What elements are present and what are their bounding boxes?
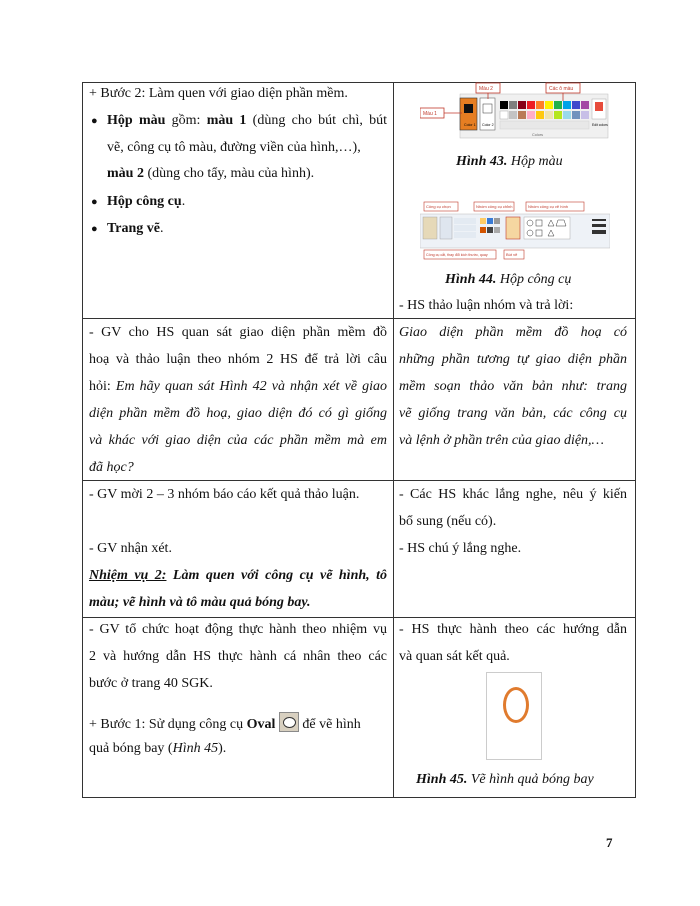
svg-text:Màu 1: Màu 1	[423, 111, 437, 117]
row-divider	[83, 617, 635, 618]
hs-listen-add-line1: - Các HS khác lắng nghe, nêu ý kiến	[399, 487, 627, 502]
row-divider	[83, 480, 635, 481]
figure-45-caption: Hình 45. Vẽ hình quả bóng bay	[416, 772, 594, 787]
canvas-item: Trang vẽ.	[107, 221, 164, 236]
answer-line2: những phần tương tự giao diện phần	[399, 352, 627, 367]
answer-line5: và lệnh ở phần trên của giao diện,…	[399, 433, 604, 448]
step1-line2: quả bóng bay (Hình 45).	[89, 741, 227, 756]
color-box-line1: Hộp màu gồm: màu 1 (dùng cho bút chì, bút	[107, 113, 388, 128]
toolbox-item: Hộp công cụ.	[107, 194, 186, 209]
svg-text:Công cụ chọn: Công cụ chọn	[426, 204, 451, 209]
gv-observe-line1: - GV cho HS quan sát giao diện phần mềm đồ	[89, 325, 387, 340]
figure-43-caption: Hình 43. Hộp màu	[456, 154, 563, 169]
bullet-dot: ●	[91, 223, 98, 235]
page-number: 7	[606, 835, 613, 850]
bullet-dot: ●	[91, 115, 98, 127]
task2-line2: màu; vẽ hình và tô màu quả bóng bay.	[89, 595, 311, 610]
hs-practice-line1: - HS thực hành theo các hướng dẫn	[399, 622, 627, 637]
color-box-line2: vẽ, công cụ tô màu, đường viền của hình,…),	[107, 140, 361, 155]
balloon-oval	[503, 687, 529, 723]
svg-text:Edit colors: Edit colors	[592, 123, 608, 127]
step1-line1: + Bước 1: Sử dụng công cụ Oval để vẽ hình	[89, 712, 361, 735]
gv-observe-line5: và khác với giao diện của các phần mềm mà em	[89, 433, 387, 448]
task2-line1: Nhiệm vụ 2: Làm quen với công cụ vẽ hình, tô	[89, 568, 387, 583]
gv-comment: - GV nhận xét.	[89, 541, 172, 556]
gv-observe-line3: hỏi: Em hãy quan sát Hình 42 và nhận xét về giao	[89, 379, 388, 394]
row-divider	[83, 318, 635, 319]
hs-practice-line2: và quan sát kết quả.	[399, 649, 510, 664]
gv-practice-line3: bước ở trang 40 SGK.	[89, 676, 213, 691]
answer-line1: Giao diện phần mềm đồ hoạ có	[399, 325, 627, 340]
gv-observe-line4: diện phần mềm đồ hoạ, giao diện đó có gì giống	[89, 406, 387, 421]
svg-text:Các ô màu: Các ô màu	[549, 86, 574, 92]
balloon-drawing-figure	[486, 672, 542, 760]
answer-line4: vẽ giống trang văn bản, các công cụ	[399, 406, 627, 421]
svg-text:Bút vẽ: Bút vẽ	[506, 252, 518, 257]
svg-text:Màu 2: Màu 2	[479, 86, 493, 92]
toolbox-figure	[420, 200, 610, 262]
color-box-line3: màu 2 (dùng cho tẩy, màu của hình).	[107, 166, 315, 181]
bullet-dot: ●	[91, 196, 98, 208]
gv-practice-line2: 2 và hướng dẫn HS thực hành cá nhân theo các	[89, 649, 387, 664]
step2-title: + Bước 2: Làm quen với giao diện phần mềm.	[89, 86, 348, 101]
answer-line3: mềm soạn thảo văn bản như: trang	[399, 379, 627, 394]
gv-invite: - GV mời 2 – 3 nhóm báo cáo kết quả thảo luận.	[89, 487, 360, 502]
hs-listen: - HS chú ý lắng nghe.	[399, 541, 522, 556]
color-box-figure	[420, 82, 610, 140]
gv-observe-line2: hoạ và thảo luận theo nhóm 2 HS để trả lời câu	[89, 352, 387, 367]
svg-text:Nhóm công cụ chỉnh: Nhóm công cụ chỉnh	[476, 204, 513, 209]
gv-observe-line6: đã học?	[89, 460, 134, 475]
hs-listen-add-line2: bổ sung (nếu có).	[399, 514, 497, 529]
svg-text:Color 1: Color 1	[464, 123, 476, 127]
hs-discuss: - HS thảo luận nhóm và trả lời:	[399, 298, 574, 313]
svg-text:Công cụ cắt, thay đổi kích thư: Công cụ cắt, thay đổi kích thước, quay	[426, 253, 488, 257]
svg-text:Nhóm công cụ vẽ hình: Nhóm công cụ vẽ hình	[528, 204, 569, 209]
svg-text:Colors: Colors	[532, 133, 543, 137]
figure-44-caption: Hình 44. Hộp công cụ	[445, 272, 572, 287]
svg-text:Color 2: Color 2	[482, 123, 494, 127]
column-divider	[393, 83, 394, 797]
gv-practice-line1: - GV tổ chức hoạt động thực hành theo nhiệm vụ	[89, 622, 387, 637]
oval-tool-icon	[279, 712, 299, 732]
